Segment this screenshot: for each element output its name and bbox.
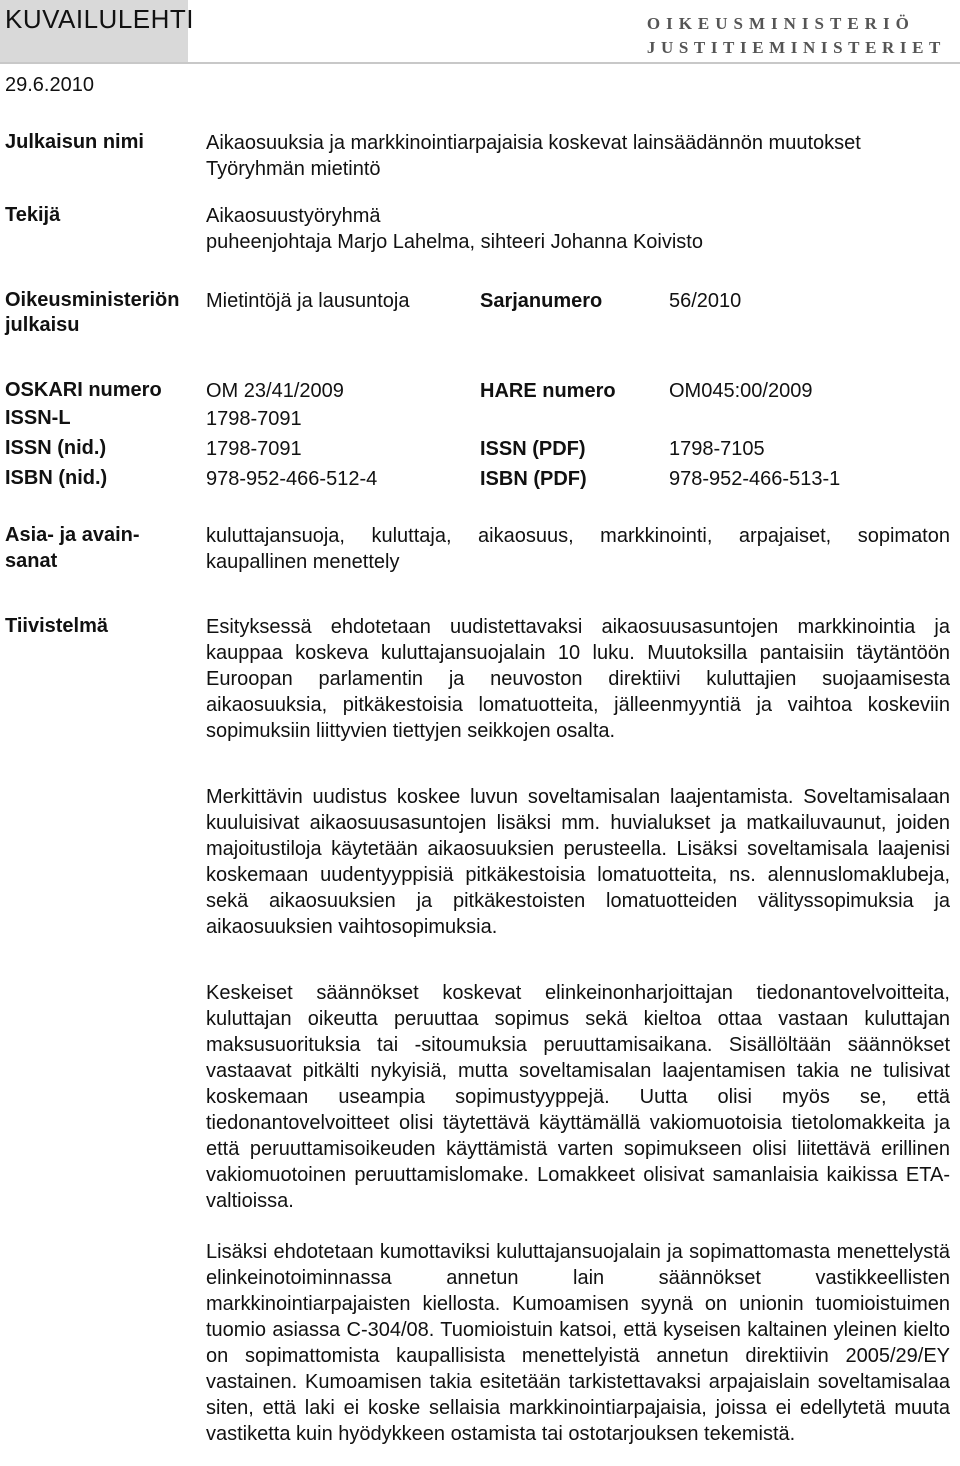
oskari-label: OSKARI numero [5,379,162,401]
publication-name-line2: Työryhmän mietintö [206,158,381,180]
abstract-paragraph-4: Lisäksi ehdotetaan kumottaviksi kuluttajansuojalain ja sopimattomasta menettelystä elinkeinotoiminnassa annetun lain säännökset vastikkeellisten markkinointiarpajaisten kiellosta. Kumoamisen syynä on unionin tuomioistuimen tuomio asiassa C-304/08. Tuomioistuin katsoi, että kyseisen kaltainen yleinen kielto on sopimattomista kaupallisista menettelyistä annetun direktiivin 2005/29/EY vastainen. Kumoamisen takia esitetään tarkistettavaksi arpajaislain soveltamisalaa siten, että laki ei koske sellaisia markkinointiarpajaisia, joissa ei edellytetä muuta vastiketta kuin hyödykkeen ostamista tai ostotarjouksen tekemistä. [206,1241,950,1445]
author-line2: puheenjohtaja Marjo Lahelma, sihteeri Johanna Koivisto [206,231,703,253]
header-divider [0,62,960,64]
isbn-pdf-value: 978-952-466-513-1 [669,468,841,490]
issn-label: ISSN (nid.) [5,437,107,459]
issn-value: 1798-7091 [206,438,302,460]
issn-pdf-value: 1798-7105 [669,438,765,460]
series-label-line2: julkaisu [5,314,80,336]
author-line1: Aikaosuustyöryhmä [206,205,381,227]
ministry-logo-text [647,12,946,60]
isbn-value: 978-952-466-512-4 [206,468,378,490]
hare-value: OM045:00/2009 [669,380,813,402]
issnl-value: 1798-7091 [206,408,302,430]
keywords-label-line1: Asia- ja avain- [5,524,140,546]
abstract-paragraph-3: Keskeiset säännökset koskevat elinkeinonharjoittajan tiedonantovelvoitteita, kuluttajan oikeutta peruuttaa sopimus sekä kieltoa ottaa vastaan kuluttajan maksusuorituksia tai -sitoumuksia peruuttamisaikana. Sisällöltään säännökset vastaavat pitkälti nykyisiä, mutta soveltamisalan laajentamisen takia ne tulisivat koskemaan useampia sopimustyyppejä. Uutta olisi myös se, että tiedonantovelvoitteet olisi täytettävä käyttämällä vakiomuotoisia tietolomakkeita ja että peruuttamisoikeuden käyttämistä varten sopimukseen olisi liitettävä erillinen vakiomuotoinen peruuttamislomake. Lomakkeet olisivat samanlaisia kaikissa ETA-valtioissa. [206,982,950,1212]
document-date: 29.6.2010 [5,74,94,96]
series-label-line1: Oikeusministeriön [5,289,180,311]
publication-name-label: Julkaisun nimi [5,131,144,153]
doc-type-title: KUVAILULEHTI [5,4,195,34]
series-number: 56/2010 [669,290,742,312]
hare-label: HARE numero [480,380,616,402]
abstract-paragraph-1: Esityksessä ehdotetaan uudistettavaksi aikaosuusasuntojen markkinointia ja kauppaa koskeva kuluttajansuojalain 10 luku. Muutoksilla pantaisiin täytäntöön Euroopan parlamentin ja neuvoston direktiivi kuluttajien suojaamisesta aikaosuuksia, pitkäkestoisia lomatuotteita, jälleenmyyntiä ja vaihtoa koskeviin sopimuksiin liittyvien tiettyjen seikkojen osalta. [206,616,950,742]
series-value: Mietintöjä ja lausuntoja [206,290,410,312]
isbn-label: ISBN (nid.) [5,467,108,489]
oskari-value: OM 23/41/2009 [206,380,344,402]
keywords-label-line2: sanat [5,550,58,572]
abstract-paragraph-2: Merkittävin uudistus koskee luvun soveltamisalan laajentamista. Soveltamisalaan kuuluisivat aikaosuusasuntojen lisäksi mm. huvialukset ja matkailuvaunut, joiden majoitustiloja käytetään aikaosuuksien perusteella. Lisäksi soveltamisala laajenisi koskemaan uudentyyppisiä pitkäkestoisia lomatuotteita, ns. alennuslomaklubeja, sekä aikaosuuksien ja pitkäkestoisten lomatuotteiden välityssopimuksia ja aikaosuuksien vaihtosopimuksia. [206,786,950,938]
isbn-pdf-label: ISBN (PDF) [480,468,587,490]
ministry-name-fi: OIKEUSMINISTERIÖ [646,14,915,33]
publication-name-line1: Aikaosuuksia ja markkinointiarpajaisia koskevat lainsäädännön muutokset [206,132,861,154]
issn-pdf-label: ISSN (PDF) [480,438,586,460]
author-label: Tekijä [5,204,61,226]
series-number-label: Sarjanumero [480,290,603,312]
abstract-label: Tiivistelmä [5,615,109,637]
header [0,0,960,62]
issnl-label: ISSN-L [5,407,71,429]
ministry-name-sv: JUSTITIEMINISTERIET [646,38,946,57]
keywords-value: kuluttajansuoja, kuluttaja, aikaosuus, markkinointi, arpajaiset, sopimaton kaupallinen menettely [206,525,950,573]
doc-type-box [0,0,195,62]
